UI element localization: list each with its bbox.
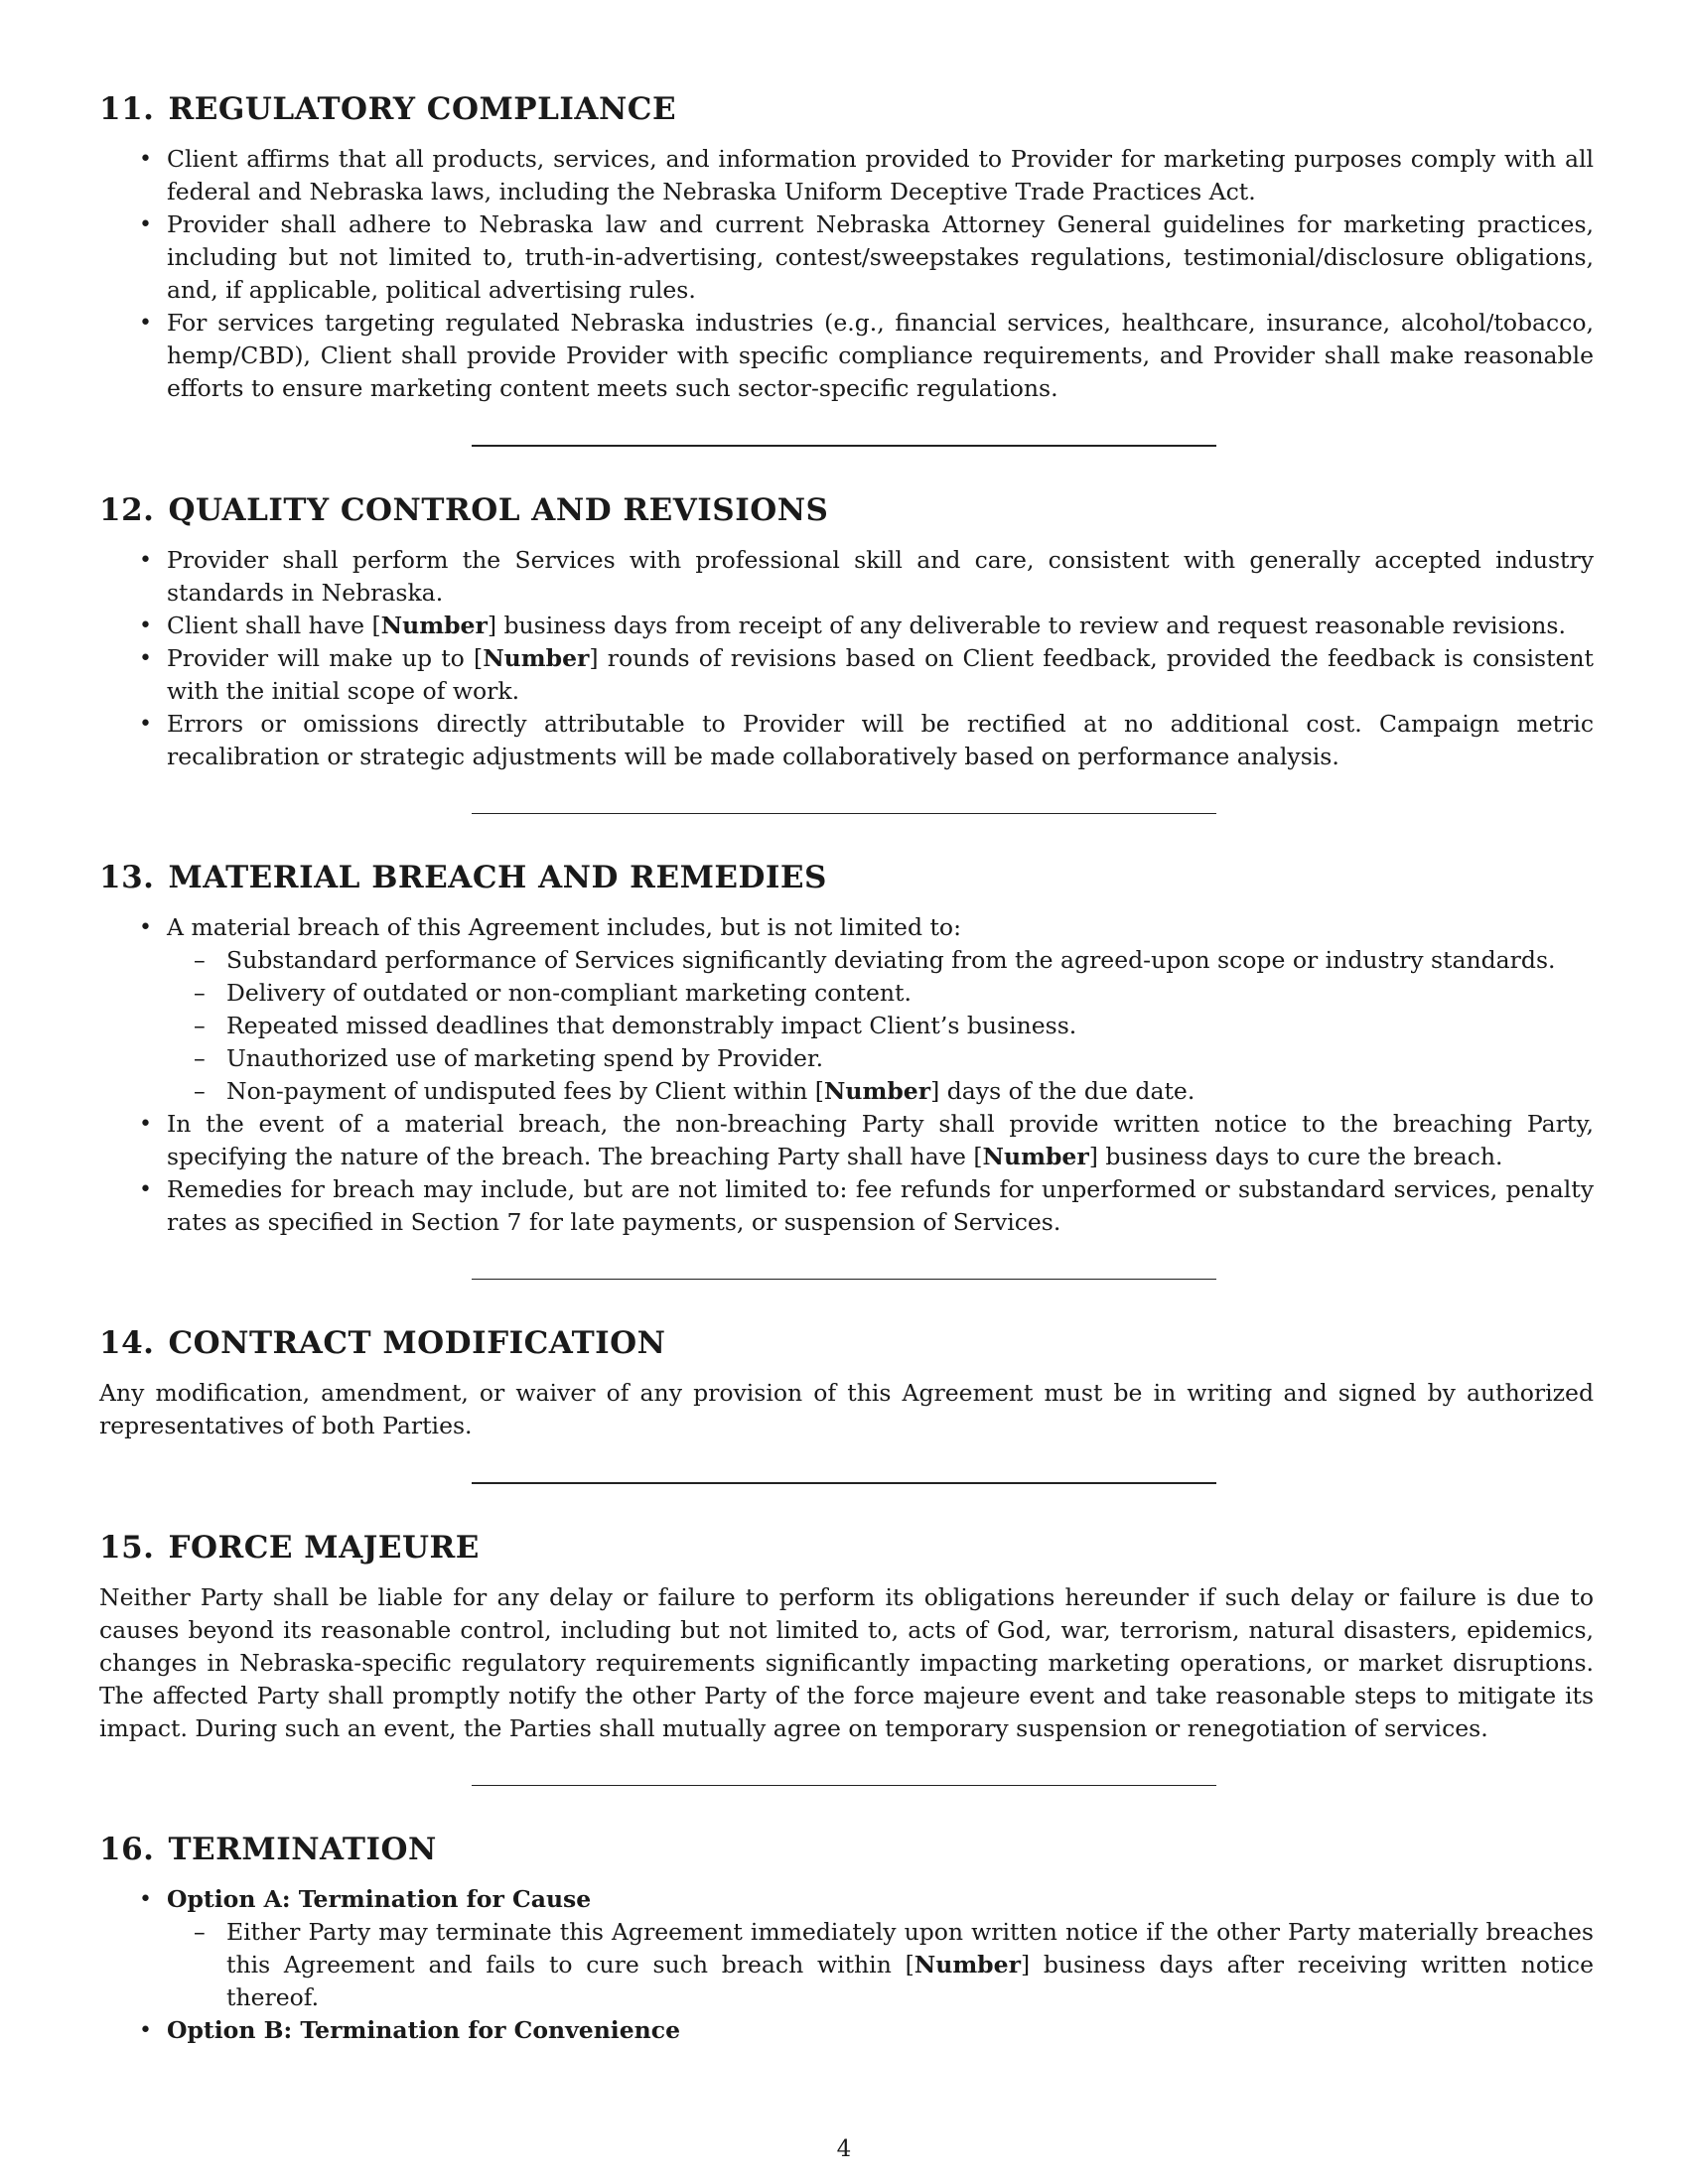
option-b-title: Option B: Termination for Convenience [167,2016,681,2044]
page-number: 4 [836,2136,852,2162]
list-item [99,1883,1594,2014]
section-title: MATERIAL BREACH AND REMEDIES [168,860,827,895]
number-placeholder: Number [483,644,590,672]
list-item [99,1108,1594,1173]
list-item: • For services targeting regulated Nebraska industries (e.g., financial services, healthcare, insurance, alcohol/tobacco, hemp/CBD), Client shall provide Provider with specific compliance requirements, and Provider shall make reasonable efforts to ensure marketing content meets such sector-specific regulations. [99,307,1594,405]
section-divider [472,1482,1216,1484]
sublist-item: – Repeated missed deadlines that demonstrably impact Client’s business. [167,1010,1594,1042]
list-item [99,610,1594,642]
section-divider [472,445,1216,447]
text-segment: ] business days from receipt of any deliverable to review and request reasonable revisions. [487,612,1566,639]
section-16-list [99,1883,1594,2047]
list-item [99,911,1594,1108]
section-13-list [99,911,1594,1239]
text-segment: Either Party may terminate this Agreement immediately upon written notice if the other Party materially breaches this Agreement and fails to cure such breach within [ [226,1918,1594,1979]
list-item: • Provider shall adhere to Nebraska law and current Nebraska Attorney General guidelines for marketing practices, including but not limited to, truth-in-advertising, contest/sweepstakes regulations, testimonial/disclosure obligations, and, if applicable, political advertising rules. [99,208,1594,307]
list-item: • Remedies for breach may include, but are not limited to: fee refunds for unperformed or substandard services, penalty rates as specified in Section 7 for late payments, or suspension of Services. [99,1173,1594,1239]
text-segment: Provider will make up to [ [167,644,484,672]
section-divider [472,1279,1216,1280]
section-number: 14. [99,1325,155,1361]
section-title: REGULATORY COMPLIANCE [168,91,677,127]
list-item [99,2014,1594,2047]
document-content [99,89,1594,2047]
section-11-heading [99,89,1594,129]
section-title: TERMINATION [168,1832,437,1867]
number-placeholder: Number [982,1143,1089,1170]
text-segment: ] rounds of revisions based on Client feedback, provided the feedback is consistent with the initial scope of work. [167,644,1594,705]
section-divider [472,813,1216,814]
section-number: 12. [99,492,155,528]
section-number: 13. [99,860,155,895]
section-number: 15. [99,1530,155,1566]
text-segment: In the event of a material breach, the non-breaching Party shall provide written notice to the breaching Party, specifying the nature of the breach. The breaching Party shall have [ [167,1110,1594,1170]
text-segment: Client shall have [ [167,612,381,639]
text-segment: ] business days after receiving written notice thereof. [226,1951,1595,2011]
section-divider [472,1785,1216,1786]
section-15-heading [99,1528,1594,1568]
section-16-heading [99,1830,1594,1869]
section-15-body: Neither Party shall be liable for any delay or failure to perform its obligations hereunder if such delay or failure is due to causes beyond its reasonable control, including but not limited to, acts of God, war, terrorism, natural disasters, epidemics, changes in Nebraska-specific regulatory requirements significantly impacting marketing operations, or market disruptions. The affected Party shall promptly notify the other Party of the force majeure event and take reasonable steps to mitigate its impact. During such an event, the Parties shall mutually agree on temporary suspension or renegotiation of services. [99,1583,1594,1742]
sublist-item: – Delivery of outdated or non-compliant marketing content. [167,977,1594,1010]
list-item: • Provider shall perform the Services with professional skill and care, consistent with generally accepted industry standards in Nebraska. [99,544,1594,610]
section-title: QUALITY CONTROL AND REVISIONS [168,492,829,528]
list-item [99,642,1594,708]
breach-sublist [167,944,1594,1108]
text-segment: A material breach of this Agreement includes, but is not limited to: [167,913,961,941]
option-a-sublist [167,1916,1594,2014]
list-item: • Client affirms that all products, services, and information provided to Provider for marketing purposes comply with all federal and Nebraska laws, including the Nebraska Uniform Deceptive Trade Practices Act. [99,143,1594,208]
section-title: FORCE MAJEURE [168,1530,480,1566]
section-14-heading [99,1323,1594,1363]
number-placeholder: Number [914,1951,1021,1979]
section-12-heading [99,490,1594,530]
sublist-item [167,1075,1594,1108]
section-14-body: Any modification, amendment, or waiver of any provision of this Agreement must be in writing and signed by authorized representatives of both Parties. [99,1379,1594,1439]
section-number: 16. [99,1832,155,1867]
sublist-item [167,1916,1594,2014]
number-placeholder: Number [380,612,488,639]
section-title: CONTRACT MODIFICATION [168,1325,666,1361]
text-segment: ] days of the due date. [930,1077,1196,1105]
section-13-heading [99,858,1594,897]
section-12-list [99,544,1594,773]
list-item: • Errors or omissions directly attributable to Provider will be rectified at no additional cost. Campaign metric recalibration or strategic adjustments will be made collaboratively based on performance analysis. [99,708,1594,773]
sublist-item: – Unauthorized use of marketing spend by Provider. [167,1042,1594,1075]
section-11-list [99,143,1594,405]
text-segment: Non-payment of undisputed fees by Client within [ [226,1077,824,1105]
number-placeholder: Number [823,1077,931,1105]
option-a-title: Option A: Termination for Cause [167,1885,592,1913]
text-segment: ] business days to cure the breach. [1088,1143,1503,1170]
sublist-item: – Substandard performance of Services significantly deviating from the agreed-upon scope or industry standards. [167,944,1594,977]
section-number: 11. [99,91,155,127]
